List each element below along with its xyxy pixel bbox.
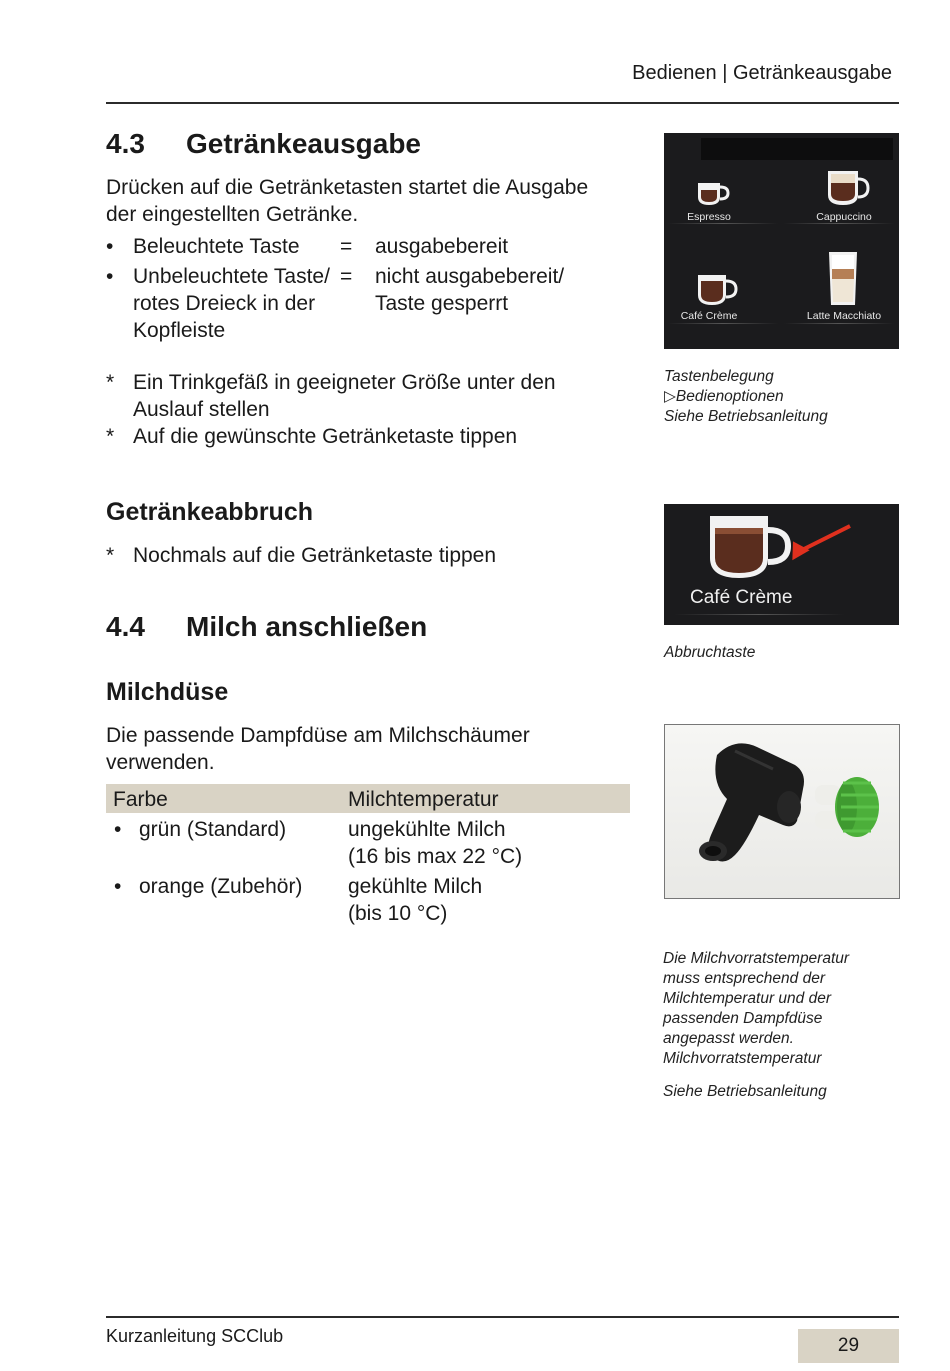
drink-keys-screenshot — [664, 133, 899, 349]
header-rule — [106, 102, 899, 104]
table-header-cell: Milchtemperatur — [348, 788, 499, 811]
bullet-separator: = — [340, 235, 353, 258]
table-header-row — [106, 784, 630, 813]
table-cell: orange (Zubehör) — [139, 875, 303, 898]
intro-line: Die passende Dampfdüse am Milchschäumer — [106, 724, 530, 747]
bullet-term: rotes Dreieck in der — [133, 292, 316, 315]
caption-line: ▷Bedienoptionen — [664, 388, 784, 405]
footer-manual-title: Kurzanleitung SCClub — [106, 1326, 284, 1346]
bullet-definition: Taste gesperrt — [375, 292, 509, 315]
step-mark: * — [106, 425, 115, 448]
section-title: Milch anschließen — [186, 611, 428, 642]
caption-line: Milchtemperatur und der — [663, 990, 831, 1007]
table-header-cell: Farbe — [113, 788, 168, 811]
step-item — [106, 542, 626, 569]
keys-caption — [664, 367, 828, 427]
step-text: Nochmals auf die Getränketaste tippen — [133, 544, 497, 567]
cafe-creme-cup-icon — [694, 271, 740, 309]
table-cell: (bis 10 °C) — [348, 902, 448, 925]
intro-line: Drücken auf die Getränketasten startet die Ausgabe — [106, 176, 589, 199]
caption-line: Tastenbelegung — [664, 368, 774, 385]
bullet-definition: ausgabebereit — [375, 235, 509, 258]
drink-label-cappuccino: Cappuccino — [816, 211, 872, 223]
table-cell: ungekühlte Milch — [348, 818, 506, 841]
page-number-box — [798, 1329, 899, 1363]
bullet-definition: nicht ausgabebereit/ — [375, 265, 565, 288]
step-text: Auslauf stellen — [133, 398, 270, 421]
table-cell: gekühlte Milch — [348, 875, 483, 898]
section-4-3-heading — [106, 128, 421, 160]
drink-label-latte-macchiato: Latte Macchiato — [806, 310, 882, 322]
bullet-term: Kopfleiste — [133, 319, 226, 342]
drink-label-cafe-creme: Café Crème — [680, 310, 738, 322]
caption-line: angepasst werden. — [663, 1030, 794, 1047]
caption-line: muss entsprechend der — [663, 970, 825, 987]
abort-key-screenshot — [664, 504, 899, 625]
red-arrow-icon — [784, 522, 854, 562]
section-number: 4.3 — [106, 128, 145, 159]
cappuccino-cup-icon — [824, 167, 872, 209]
step-item — [106, 423, 626, 450]
caption-line: Siehe Betriebsanleitung — [664, 408, 828, 425]
bullet-term: Unbeleuchtete Taste/ — [133, 265, 330, 288]
section-number: 4.4 — [106, 611, 145, 642]
bullet-separator: = — [340, 265, 353, 288]
step-text: Ein Trinkgefäß in geeigneter Größe unter den — [133, 371, 556, 394]
espresso-cup-icon — [694, 177, 734, 209]
step-item — [106, 369, 626, 423]
drink-label-espresso: Espresso — [687, 211, 731, 223]
milk-nozzle-heading: Milchdüse — [106, 678, 229, 706]
abort-caption: Abbruchtaste — [664, 644, 756, 661]
latte-macchiato-glass-icon — [826, 249, 860, 309]
footer-rule — [106, 1316, 899, 1318]
table-cell: grün (Standard) — [139, 818, 287, 841]
milk-nozzle-intro — [106, 722, 530, 776]
running-header: Bedienen | Getränkeausgabe — [632, 62, 892, 84]
table-row: • orange (Zubehör) gekühlte Milch (bis 10 °C) — [114, 875, 483, 925]
abort-heading: Getränkeabbruch — [106, 498, 314, 526]
intro-line: der eingestellten Getränke. — [106, 203, 359, 226]
caption-line: passenden Dampfdüse — [663, 1010, 823, 1027]
steam-nozzle-photo — [664, 724, 900, 899]
caption-line: Die Milchvorratstemperatur — [663, 950, 850, 967]
table-row: • grün (Standard) ungekühlte Milch (16 bis max 22 °C) — [114, 818, 523, 868]
step-text: Auf die gewünschte Getränketaste tippen — [133, 425, 518, 448]
caption-line: Milchvorratstemperatur — [663, 1050, 822, 1067]
section-4-4-heading — [106, 611, 427, 643]
milk-caption — [663, 949, 849, 1069]
milk-reference-caption: Siehe Betriebsanleitung — [663, 1083, 827, 1100]
table-cell: (16 bis max 22 °C) — [348, 845, 523, 868]
bullet-term: Beleuchtete Taste — [133, 235, 300, 258]
section-title: Getränkeausgabe — [186, 128, 421, 159]
intro-line: verwenden. — [106, 751, 215, 774]
section-4-3-intro — [106, 174, 588, 228]
step-mark: * — [106, 544, 115, 567]
steam-nozzle-icon — [665, 725, 899, 898]
page-number: 29 — [837, 1335, 860, 1356]
list-item: • Unbeleuchtete Taste/ = rotes Dreieck in der Kopfleiste nicht ausgabebereit/ Taste gesperrt — [106, 265, 565, 342]
header-bar — [701, 138, 893, 160]
abort-button-label: Café Crème — [690, 587, 793, 608]
step-mark: * — [106, 371, 115, 394]
